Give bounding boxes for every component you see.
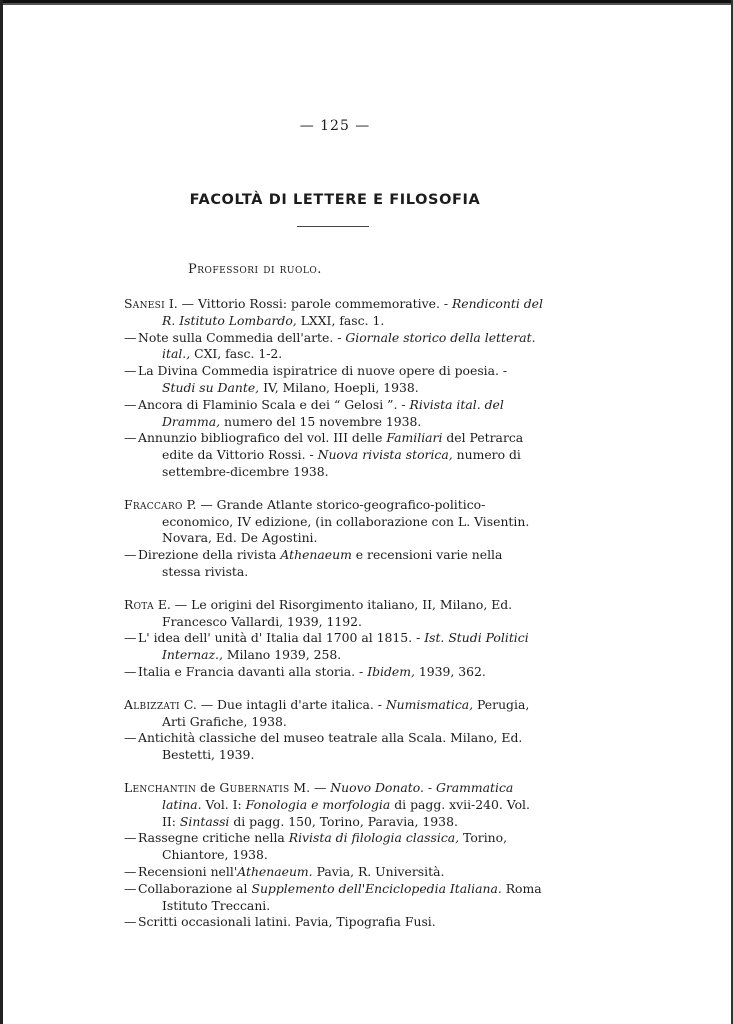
publication-title: Studi su Dante, bbox=[162, 379, 260, 395]
continuation-entry bbox=[124, 864, 544, 881]
scan-top-edge bbox=[0, 0, 733, 8]
entry-dash: — bbox=[124, 830, 137, 846]
continuation-entry bbox=[124, 830, 544, 864]
publication-title: Ist. Studi Politici Internaz., bbox=[162, 630, 529, 663]
entry-dash: — bbox=[124, 863, 137, 879]
publication-title: Ibidem, bbox=[367, 663, 415, 679]
entry-text: L' idea dell' unità d' Italia dal 1700 al 1815. - bbox=[138, 630, 425, 646]
entry-text: P. — Grande Atlante storico-geografico-politico-economico, IV edizione, (in collaborazione con L. Visentin. Novara, Ed. De Agostini. bbox=[162, 496, 530, 546]
entry-text: Italia e Francia davanti alla storia. - bbox=[138, 663, 368, 679]
publication-title: Rendiconti del R. Istituto Lombardo, bbox=[162, 296, 543, 328]
group-gap bbox=[124, 581, 544, 597]
entry-dash: — bbox=[124, 396, 137, 412]
entry-text: Scritti occasionali latini. Pavia, Tipografia Fusi. bbox=[138, 914, 436, 930]
faculty-title: FACOLTÀ DI LETTERE E FILOSOFIA bbox=[189, 192, 481, 208]
publication-title: Nuovo Donato. - Grammatica latina. bbox=[162, 779, 514, 812]
publication-title: Athenaeum. bbox=[237, 863, 313, 879]
group-gap bbox=[124, 764, 544, 780]
page-number: — 125 — bbox=[299, 118, 371, 134]
continuation-entry bbox=[124, 914, 544, 931]
entry-text: Direzione della rivista bbox=[138, 547, 281, 563]
entry-text: Torino, Chiantore, 1938. bbox=[162, 830, 508, 863]
title-divider bbox=[297, 226, 369, 227]
continuation-entry bbox=[124, 881, 544, 915]
entry-text: Note sulla Commedia dell'arte. - bbox=[138, 329, 346, 345]
entry-text: 1939, 362. bbox=[414, 663, 486, 679]
entry-text: C. — Due intagli d'arte italica. - bbox=[179, 696, 386, 712]
entry-text: Milano 1939, 258. bbox=[222, 647, 342, 663]
entry-text: Ancora di Flaminio Scala e dei “ Gelosi ”. - bbox=[138, 396, 410, 412]
entry-text: Recensioni nell' bbox=[138, 863, 238, 879]
entry-text: CXI, fasc. 1-2. bbox=[190, 346, 283, 362]
author-entry bbox=[124, 597, 544, 631]
author-entry bbox=[124, 296, 544, 330]
entry-dash: — bbox=[124, 363, 137, 379]
author-name: Rota bbox=[124, 596, 154, 612]
continuation-entry bbox=[124, 730, 544, 764]
publication-title: Giornale storico della letterat. ital., bbox=[162, 329, 536, 362]
entry-text: del Petrarca edite da Vittorio Rossi. - bbox=[162, 430, 524, 463]
entry-text: di pagg. 150, Torino, Paravia, 1938. bbox=[229, 813, 458, 829]
entry-text: Roma Istituto Treccani. bbox=[162, 880, 542, 913]
entry-text: di pagg. xvii-240. Vol. II: bbox=[162, 796, 530, 829]
publication-title: Fonologia e morfologia bbox=[245, 796, 391, 812]
author-name: Sanesi bbox=[124, 296, 165, 311]
entry-text: Pavia, R. Università. bbox=[312, 863, 445, 879]
entry-text: e recensioni varie nella stessa rivista. bbox=[162, 547, 503, 579]
entry-text: I. — Vittorio Rossi: parole commemorative. - bbox=[164, 296, 452, 311]
group-gap bbox=[124, 681, 544, 697]
scan-left-edge bbox=[0, 0, 3, 1024]
publication-title: Familiari bbox=[386, 430, 443, 446]
entry-text: de bbox=[196, 779, 220, 795]
entry-dash: — bbox=[124, 880, 137, 896]
publication-title: Rivista ital. del Dramma, bbox=[162, 396, 504, 429]
publication-title: Numismatica, bbox=[385, 696, 474, 712]
entry-dash: — bbox=[124, 329, 137, 345]
entry-dash: — bbox=[124, 630, 137, 646]
continuation-entry bbox=[124, 363, 544, 397]
continuation-entry bbox=[124, 430, 544, 480]
continuation-entry bbox=[124, 630, 544, 664]
continuation-entry bbox=[124, 664, 544, 681]
entry-dash: — bbox=[124, 663, 137, 679]
continuation-entry bbox=[124, 330, 544, 364]
continuation-entry bbox=[124, 547, 544, 581]
entry-dash: — bbox=[124, 914, 137, 930]
entry-text: Perugia, Arti Grafiche, 1938. bbox=[162, 696, 530, 729]
bibliography-list bbox=[124, 296, 544, 931]
entry-text: Annunzio bibliografico del vol. III delle bbox=[138, 430, 387, 446]
publication-title: Sintassi bbox=[179, 813, 230, 829]
entry-text: Antichità classiche del museo teatrale alla Scala. Milano, Ed. Bestetti, 1939. bbox=[138, 730, 523, 763]
publication-title: Rivista di filologia classica, bbox=[288, 830, 460, 846]
section-heading: Professori di ruolo. bbox=[188, 262, 322, 277]
entry-dash: — bbox=[124, 430, 137, 446]
continuation-entry bbox=[124, 397, 544, 431]
publication-title: Athenaeum bbox=[280, 547, 352, 563]
group-gap bbox=[124, 481, 544, 497]
entry-text: Rassegne critiche nella bbox=[138, 830, 289, 846]
author-entry bbox=[124, 697, 544, 731]
entry-text: M. — bbox=[289, 779, 331, 795]
entry-dash: — bbox=[124, 730, 137, 746]
author-name: Fraccaro bbox=[124, 496, 183, 512]
entry-text: numero di settembre-dicembre 1938. bbox=[162, 447, 521, 479]
entry-dash: — bbox=[124, 547, 137, 563]
publication-title: Nuova rivista storica, bbox=[317, 447, 453, 463]
entry-text: Vol. I: bbox=[201, 796, 246, 812]
entry-text: numero del 15 novembre 1938. bbox=[220, 413, 422, 429]
author-entry bbox=[124, 780, 544, 830]
entry-text: E. — Le origini del Risorgimento italiano, II, Milano, Ed. Francesco Vallardi, 1939, 1192. bbox=[153, 596, 513, 629]
publication-title: Supplemento dell'Enciclopedia Italiana. bbox=[251, 880, 502, 896]
author-name: Albizzati bbox=[124, 696, 180, 712]
author-name: Lenchantin bbox=[124, 779, 197, 795]
entry-text: La Divina Commedia ispiratrice di nuove opere di poesia. - bbox=[138, 363, 508, 379]
entry-text: LXXI, fasc. 1. bbox=[296, 312, 385, 328]
author-name: Gubernatis bbox=[219, 779, 290, 795]
entry-text: IV, Milano, Hoepli, 1938. bbox=[259, 379, 419, 395]
author-entry bbox=[124, 497, 544, 547]
entry-text: Collaborazione al bbox=[138, 880, 252, 896]
